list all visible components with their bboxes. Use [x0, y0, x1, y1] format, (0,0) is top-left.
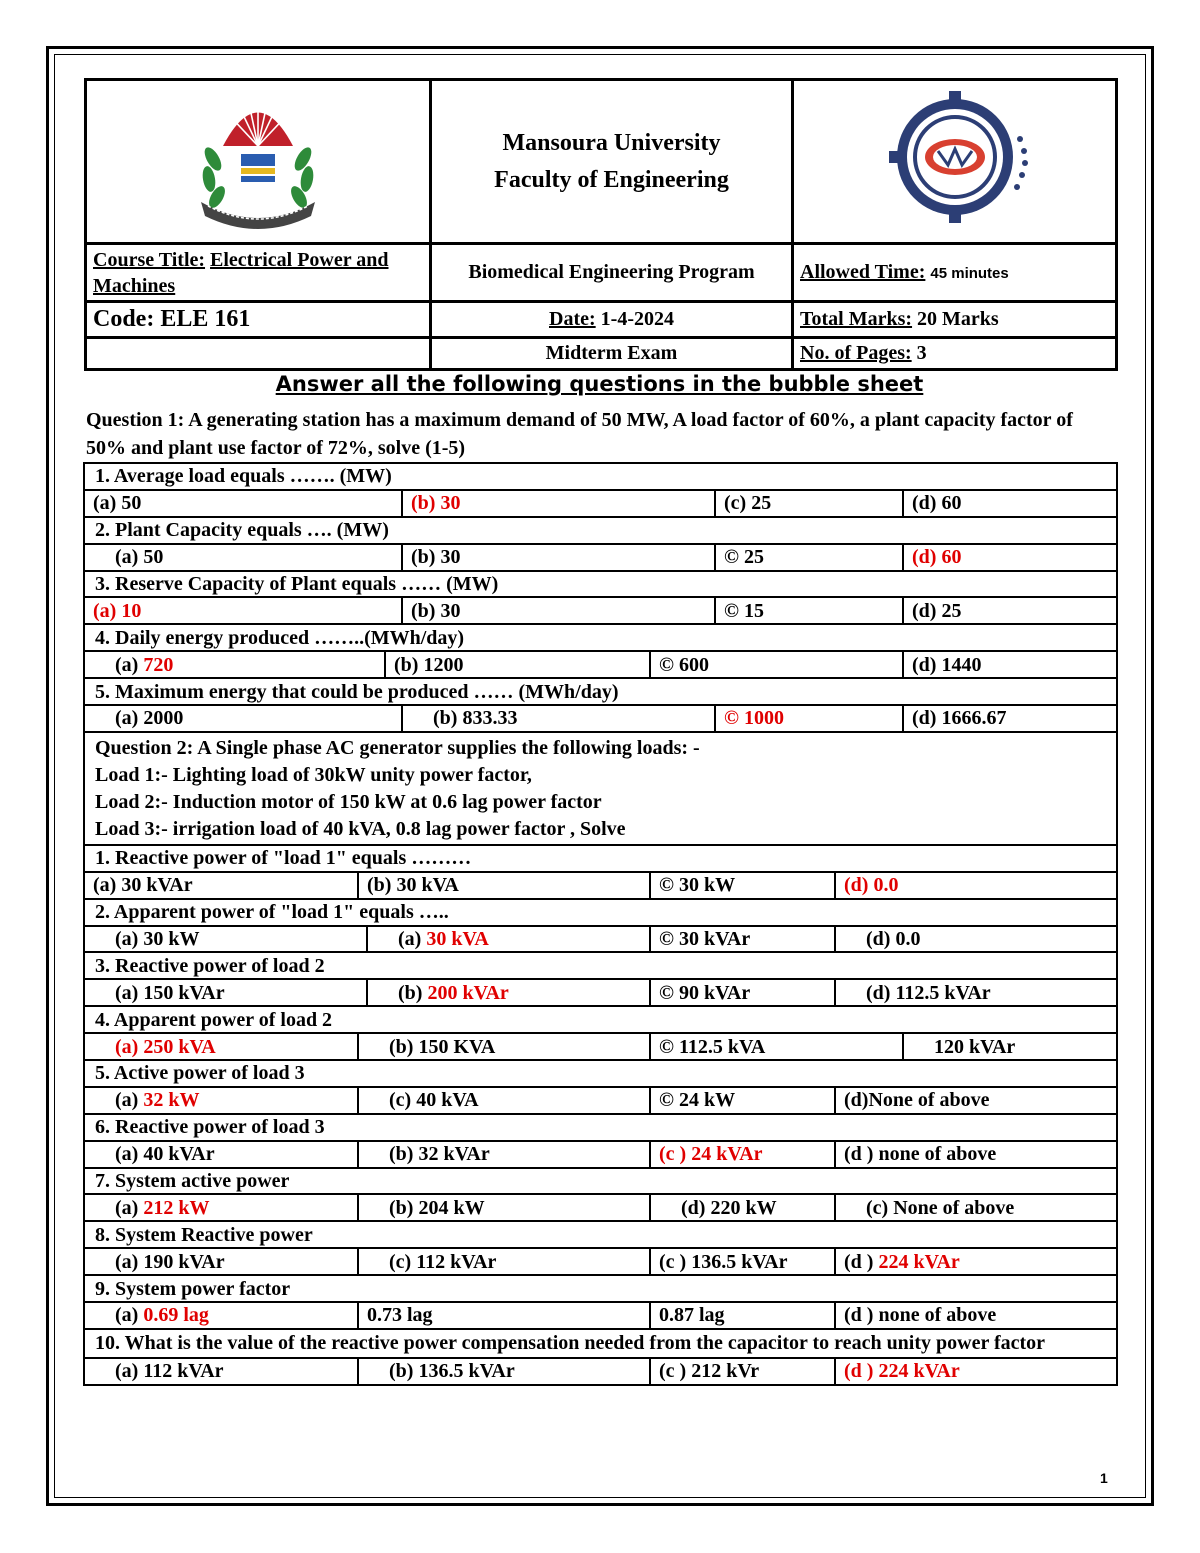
option-d: (d) 1440 — [903, 651, 1117, 678]
option-a: (a) 190 kVAr — [84, 1248, 358, 1275]
option-c — [650, 1141, 835, 1168]
options-row — [84, 1141, 1117, 1168]
question-text: 4. Apparent power of load 2 — [84, 1006, 1117, 1033]
option-d: (d)None of above — [835, 1087, 1117, 1114]
question-text: 2. Plant Capacity equals …. (MW) — [84, 517, 1117, 544]
option-b: (c) 112 kVAr — [358, 1248, 650, 1275]
page-number: 1 — [1100, 1470, 1108, 1486]
option-c: (c ) 136.5 kVAr — [650, 1248, 835, 1275]
option-b: 0.73 lag — [358, 1302, 650, 1329]
option-a: (a) 40 kVAr — [84, 1141, 358, 1168]
option-a-value: 212 kW — [143, 1196, 210, 1219]
mansoura-university-logo — [183, 84, 333, 234]
option-c: © 15 — [715, 597, 903, 624]
options-row — [84, 597, 1117, 624]
option-a-label: (a) — [115, 1304, 144, 1327]
option-d: (d) 0.0 — [835, 926, 1117, 953]
question-row — [84, 1168, 1117, 1195]
option-c: © 24 kW — [650, 1087, 835, 1114]
option-b: (b) 833.33 — [402, 705, 715, 732]
instructions-heading: Answer all the following questions in the bubble sheet — [275, 372, 924, 396]
option-c: © 112.5 kVA — [650, 1033, 903, 1060]
option-b-label: (b) — [398, 981, 428, 1004]
option-c: © 30 kVAr — [650, 926, 835, 953]
options-row — [84, 979, 1117, 1006]
total-marks-value: 20 Marks — [917, 308, 999, 330]
option-d: (d) 60 — [903, 544, 1117, 571]
university-name: Mansoura University — [502, 129, 721, 156]
options-row — [84, 490, 1117, 517]
empty-cell — [86, 338, 431, 370]
exam-type: Midterm Exam — [545, 342, 678, 364]
question-2-line: Question 2: A Single phase AC generator supplies the following loads: - — [95, 736, 700, 759]
question-text: 4. Daily energy produced ……..(MWh/day) — [84, 624, 1117, 651]
option-d: (d ) 224 kVAr — [835, 1358, 1117, 1385]
questions-table — [83, 462, 1118, 1386]
load-1-line: Load 1:- Lighting load of 30kW unity power factor, — [95, 763, 532, 786]
option-d — [835, 1248, 1117, 1275]
option-b: (b) 30 — [402, 544, 715, 571]
question-row — [84, 1114, 1117, 1141]
question-text: 9. System power factor — [84, 1275, 1117, 1302]
option-a-value: 32 kW — [143, 1089, 200, 1112]
option-b — [367, 926, 650, 953]
option-d: (d) 112.5 kVAr — [835, 979, 1117, 1006]
option-a: (a) 112 kVAr — [84, 1358, 358, 1385]
option-d: (d) 25 — [903, 597, 1117, 624]
options-row — [84, 544, 1117, 571]
option-d: (d) 60 — [903, 490, 1117, 517]
options-row — [84, 926, 1117, 953]
program-name: Biomedical Engineering Program — [468, 261, 755, 283]
total-marks-cell — [793, 302, 1117, 338]
question-row — [84, 624, 1117, 651]
option-c: © 30 kW — [650, 872, 835, 899]
options-row — [84, 1248, 1117, 1275]
course-code: Code: ELE 161 — [93, 306, 251, 332]
option-b: (b) 30 kVA — [358, 872, 650, 899]
option-d: (d) 0.0 — [835, 872, 1117, 899]
option-c-label: (c — [659, 1143, 680, 1166]
university-title-cell — [431, 80, 793, 244]
question-text: 7. System active power — [84, 1168, 1117, 1195]
question-text: 6. Reactive power of load 3 — [84, 1114, 1117, 1141]
question-row — [84, 571, 1117, 598]
question-text: 3. Reserve Capacity of Plant equals …… (MW) — [84, 571, 1117, 598]
question-text: 3. Reactive power of load 2 — [84, 952, 1117, 979]
option-c-value: ) 24 kVAr — [679, 1143, 763, 1166]
options-row — [84, 1087, 1117, 1114]
option-a: (a) 30 kVAr — [84, 872, 358, 899]
question-text: 1. Average load equals ……. (MW) — [84, 463, 1117, 490]
option-a — [84, 651, 385, 678]
question-2-intro — [84, 732, 1117, 845]
option-b-value: 200 kVAr — [427, 981, 509, 1004]
option-d: 120 kVAr — [903, 1033, 1117, 1060]
options-row — [84, 1302, 1117, 1329]
question-text: 10. What is the value of the reactive power compensation needed from the capacitor to reach unity power factor — [84, 1329, 1117, 1358]
course-code-cell — [86, 302, 431, 338]
question-text: 5. Maximum energy that could be produced …… (MWh/day) — [84, 678, 1117, 705]
option-d-value: 224 kVAr — [878, 1250, 960, 1273]
option-a — [84, 1194, 358, 1221]
question-row — [84, 952, 1117, 979]
question-row — [84, 1060, 1117, 1087]
option-b-label: (a) — [398, 928, 427, 951]
option-c: (d) 220 kW — [650, 1194, 835, 1221]
allowed-time-label: Allowed Time: — [800, 261, 926, 283]
option-b: (b) 1200 — [385, 651, 650, 678]
question-1-label: Question 1: — [86, 409, 185, 431]
options-row — [84, 1358, 1117, 1385]
option-a-label: (a) — [115, 1196, 144, 1219]
option-a-label: (a) — [115, 653, 144, 676]
load-2-line: Load 2:- Induction motor of 150 kW at 0.6 lag power factor — [95, 790, 602, 813]
option-a: (a) 250 kVA — [84, 1033, 358, 1060]
question-row — [84, 1221, 1117, 1248]
option-d: (d ) none of above — [835, 1302, 1117, 1329]
option-a — [84, 1087, 358, 1114]
total-marks-label: Total Marks: — [800, 308, 913, 330]
allowed-time-value: 45 minutes — [930, 265, 1009, 282]
pages-value: 3 — [916, 342, 927, 364]
option-b: (b) 30 — [402, 490, 715, 517]
options-row — [84, 872, 1117, 899]
option-a: (a) 30 kW — [84, 926, 367, 953]
option-d: (c) None of above — [835, 1194, 1117, 1221]
question-row — [84, 463, 1117, 490]
program-cell — [431, 244, 793, 302]
option-a-label: (a) — [115, 1089, 144, 1112]
question-text: 5. Active power of load 3 — [84, 1060, 1117, 1087]
option-d: (d ) none of above — [835, 1141, 1117, 1168]
option-b: (b) 30 — [402, 597, 715, 624]
option-a: (a) 2000 — [84, 705, 402, 732]
option-b — [367, 979, 650, 1006]
sunburst-icon — [223, 97, 293, 146]
allowed-time-cell — [793, 244, 1117, 302]
date-cell — [431, 302, 793, 338]
option-c: © 1000 — [715, 705, 903, 732]
question-row — [84, 1329, 1117, 1358]
option-a: (a) 50 — [84, 544, 402, 571]
question-row — [84, 1275, 1117, 1302]
option-b: (c) 40 kVA — [358, 1087, 650, 1114]
pages-cell — [793, 338, 1117, 370]
option-b: (b) 150 KVA — [358, 1033, 650, 1060]
bme-emblem-icon — [925, 139, 985, 175]
option-b: (b) 32 kVAr — [358, 1141, 650, 1168]
option-d: (d) 1666.67 — [903, 705, 1117, 732]
option-c: © 90 kVAr — [650, 979, 835, 1006]
date-value: 1-4-2024 — [600, 308, 674, 330]
pages-label: No. of Pages: — [800, 342, 912, 364]
option-b-value: 30 kVA — [426, 928, 489, 951]
option-c: 0.87 lag — [650, 1302, 835, 1329]
load-3-line: Load 3:- irrigation load of 40 kVA, 0.8 lag power factor , Solve — [95, 817, 626, 840]
question-row — [84, 845, 1117, 872]
option-a — [84, 1302, 358, 1329]
course-title-cell — [86, 244, 431, 302]
option-b: (b) 136.5 kVAr — [358, 1358, 650, 1385]
options-row — [84, 651, 1117, 678]
question-row — [84, 517, 1117, 544]
question-text: 2. Apparent power of "load 1" equals ….. — [84, 899, 1117, 926]
course-title-value: Electrical Power and Machines — [93, 248, 389, 297]
option-a: (a) 10 — [84, 597, 402, 624]
question-row — [84, 1006, 1117, 1033]
faculty-name: Faculty of Engineering — [494, 166, 729, 193]
option-a-value: 0.69 lag — [143, 1304, 209, 1327]
course-title-label: Course Title: — [93, 248, 206, 271]
options-row — [84, 1033, 1117, 1060]
option-a-value: 720 — [143, 653, 174, 676]
option-b: (b) 204 kW — [358, 1194, 650, 1221]
question-1-text — [86, 406, 1114, 462]
question-row — [84, 678, 1117, 705]
option-a: (a) 150 kVAr — [84, 979, 367, 1006]
date-label: Date: — [549, 308, 596, 330]
question-2-intro-row — [84, 732, 1117, 845]
program-logo-cell — [793, 80, 1117, 244]
option-c: © 600 — [650, 651, 903, 678]
exam-type-cell — [431, 338, 793, 370]
question-text: 8. System Reactive power — [84, 1221, 1117, 1248]
option-a: (a) 50 — [84, 490, 402, 517]
option-d-label: (d ) — [844, 1250, 879, 1273]
option-c: (c ) 212 kVr — [650, 1358, 835, 1385]
option-c: (c) 25 — [715, 490, 903, 517]
exam-header-table — [84, 78, 1118, 371]
question-1-body: A generating station has a maximum demand of 50 MW, A load factor of 60%, a plant capacity factor of 50% and plant use factor of 72%, solve (1-5) — [86, 409, 1073, 459]
question-text: 1. Reactive power of "load 1" equals ……… — [84, 845, 1117, 872]
biomedical-program-logo — [870, 89, 1040, 229]
option-c: © 25 — [715, 544, 903, 571]
question-row — [84, 899, 1117, 926]
university-logo-cell — [86, 80, 431, 244]
options-row — [84, 1194, 1117, 1221]
options-row — [84, 705, 1117, 732]
